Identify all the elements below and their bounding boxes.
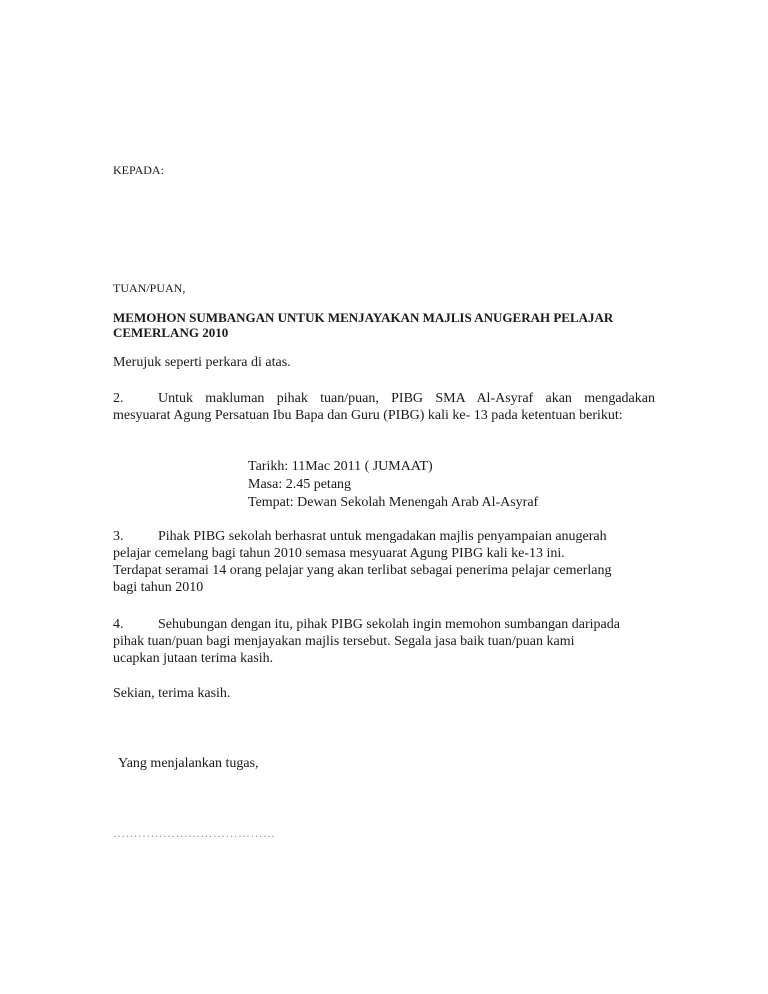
recipient-label: KEPADA: — [113, 163, 164, 177]
meeting-place: Tempat: Dewan Sekolah Menengah Arab Al-Asyraf — [248, 495, 539, 510]
paragraph-3-line-2: pelajar cemelang bagi tahun 2010 semasa mesyuarat Agung PIBG kali ke-13 ini. — [113, 546, 565, 561]
paragraph-3-line-4: bagi tahun 2010 — [113, 580, 204, 595]
subject-line-1: MEMOHON SUMBANGAN UNTUK MENJAYAKAN MAJLIS ANUGERAH PELAJAR — [113, 310, 614, 325]
paragraph-2-text-rest: mesyuarat Agung Persatuan Ibu Bapa dan Guru (PIBG) kali ke- 13 pada ketentuan berikut: — [113, 408, 623, 423]
paragraph-2-text-first: Untuk makluman pihak tuan/puan, PIBG SMA Al-Asyraf akan mengadakan — [158, 391, 655, 406]
paragraph-3 — [113, 528, 658, 596]
subject-line-2: CEMERLANG 2010 — [113, 325, 229, 340]
paragraph-2 — [113, 390, 655, 424]
paragraph-4-number: 4. — [113, 617, 124, 632]
closing-line: Sekian, terima kasih. — [113, 686, 231, 701]
paragraph-4-line-2: pihak tuan/puan bagi menjayakan majlis tersebut. Segala jasa baik tuan/puan kami — [113, 634, 575, 649]
meeting-time: Masa: 2.45 petang — [248, 477, 352, 492]
paragraph-2-number: 2. — [113, 391, 124, 406]
signoff-line: Yang menjalankan tugas, — [118, 756, 259, 771]
meeting-date: Tarikh: 11Mac 2011 ( JUMAAT) — [248, 459, 433, 474]
paragraph-3-text-first: Pihak PIBG sekolah berhasrat untuk mengadakan majlis penyampaian anugerah — [158, 529, 607, 544]
paragraph-3-number: 3. — [113, 529, 124, 544]
paragraph-4 — [113, 616, 658, 667]
paragraph-4-text-first: Sehubungan dengan itu, pihak PIBG sekolah ingin memohon sumbangan daripada — [158, 617, 620, 632]
paragraph-4-line-1 — [113, 616, 658, 633]
reference-line: Merujuk seperti perkara di atas. — [113, 355, 291, 370]
paragraph-2-line-1 — [113, 390, 655, 407]
paragraph-3-line-1 — [113, 528, 658, 545]
paragraph-3-line-3: Terdapat seramai 14 orang pelajar yang akan terlibat sebagai penerima pelajar cemerlang — [113, 563, 612, 578]
paragraph-4-line-3: ucapkan jutaan terima kasih. — [113, 651, 274, 666]
signature-line: ………………………………… — [113, 826, 276, 840]
salutation: TUAN/PUAN, — [113, 281, 186, 295]
